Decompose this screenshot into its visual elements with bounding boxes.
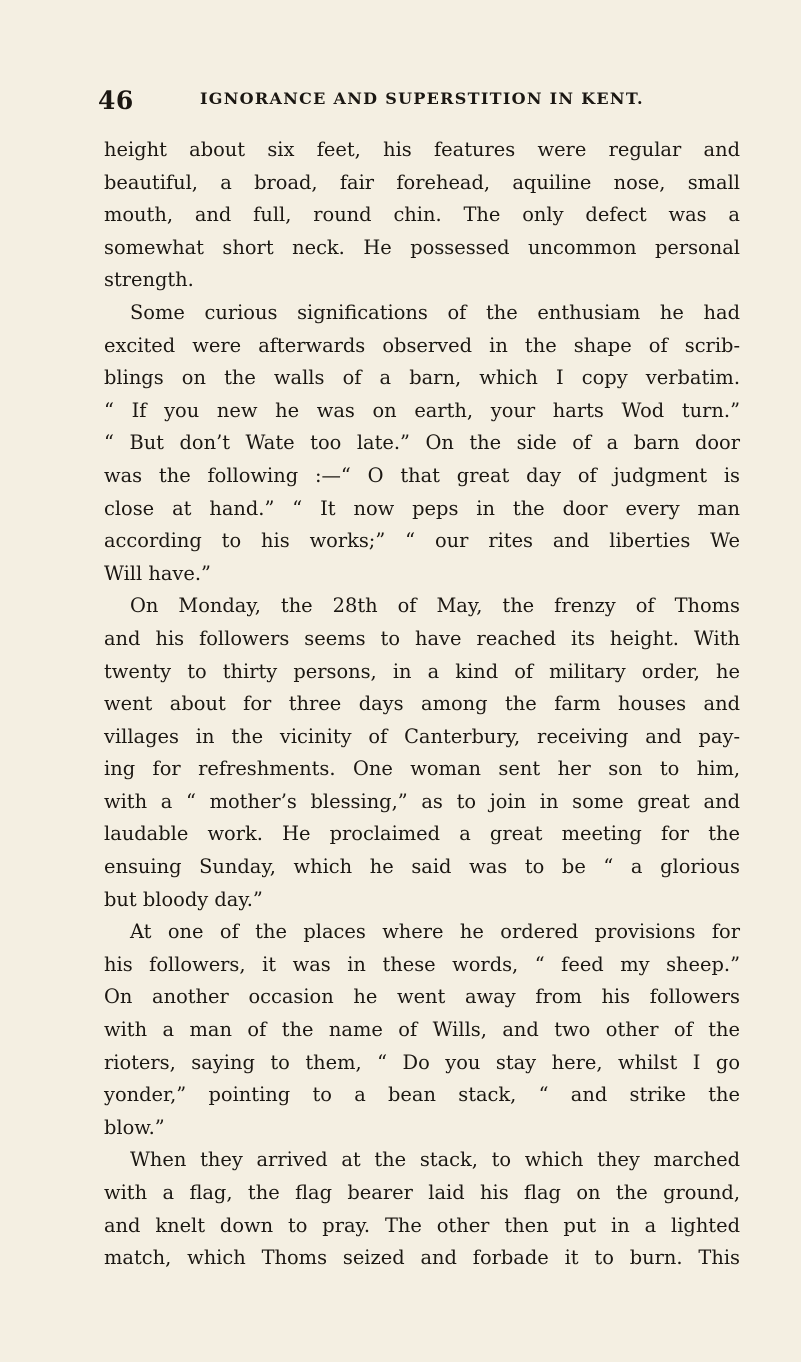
text-line: blings on the walls of a barn, which I copy verbatim.	[104, 366, 740, 390]
text-line: On Monday, the 28th of May, the frenzy of Thoms	[130, 594, 740, 618]
text-line: his followers, it was in these words, “ feed my sheep.”	[104, 952, 740, 976]
text-line: excited were afterwards observed in the shape of scrib-	[104, 333, 740, 357]
body-text	[104, 134, 740, 1275]
text-line: When they arrived at the stack, to which they marched	[130, 1148, 740, 1172]
text-line: At one of the places where he ordered provisions for	[130, 920, 740, 944]
running-head: IGNORANCE AND SUPERSTITION IN KENT.	[200, 89, 644, 108]
text-line: yonder,” pointing to a bean stack, “ and strike the	[104, 1083, 740, 1107]
text-line: ing for refreshments. One woman sent her son to him,	[104, 757, 740, 781]
text-line: according to his works;” “ our rites and liberties We	[104, 529, 740, 553]
text-line: went about for three days among the farm houses and	[104, 692, 740, 716]
text-line: ensuing Sunday, which he said was to be “ a glorious	[104, 855, 740, 879]
page-header	[98, 86, 658, 116]
text-line: Some curious significations of the enthusiam he had	[130, 300, 740, 324]
page-number: 46	[98, 86, 134, 115]
text-line: was the following :—“ O that great day of judgment is	[104, 463, 740, 487]
text-line: with a “ mother’s blessing,” as to join in some great and	[104, 789, 740, 813]
text-line: with a flag, the flag bearer laid his flag on the ground,	[104, 1181, 740, 1204]
text-line: strength.	[104, 268, 194, 292]
text-line: somewhat short neck. He possessed uncommon personal	[104, 235, 740, 259]
text-line: with a man of the name of Wills, and two other of the	[104, 1018, 740, 1042]
text-line: beautiful, a broad, fair forehead, aquiline nose, small	[104, 170, 740, 194]
text-line: Will have.”	[104, 561, 211, 585]
text-line: mouth, and full, round chin. The only defect was a	[104, 203, 740, 227]
text-line: rioters, saying to them, “ Do you stay here, whilst I go	[104, 1050, 740, 1074]
text-line: laudable work. He proclaimed a great meeting for the	[104, 822, 740, 846]
text-line: match, which Thoms seized and forbade it to burn. This	[104, 1246, 740, 1270]
text-line: and his followers seems to have reached its height. With	[104, 626, 740, 650]
text-line: “ If you new he was on earth, your harts Wod turn.”	[104, 398, 740, 422]
text-line: close at hand.” “ It now peps in the door every man	[104, 496, 740, 520]
text-line: blow.”	[104, 1115, 165, 1139]
text-line: “ But don’t Wate too late.” On the side of a barn door	[104, 431, 740, 455]
text-line: and knelt down to pray. The other then put in a lighted	[104, 1213, 740, 1237]
text-line: villages in the vicinity of Canterbury, receiving and pay-	[104, 724, 740, 748]
text-line: height about six feet, his features were regular and	[104, 138, 740, 161]
text-line: twenty to thirty persons, in a kind of military order, he	[104, 659, 740, 683]
text-line: On another occasion he went away from his followers	[104, 985, 740, 1009]
text-line: but bloody day.”	[104, 887, 263, 911]
